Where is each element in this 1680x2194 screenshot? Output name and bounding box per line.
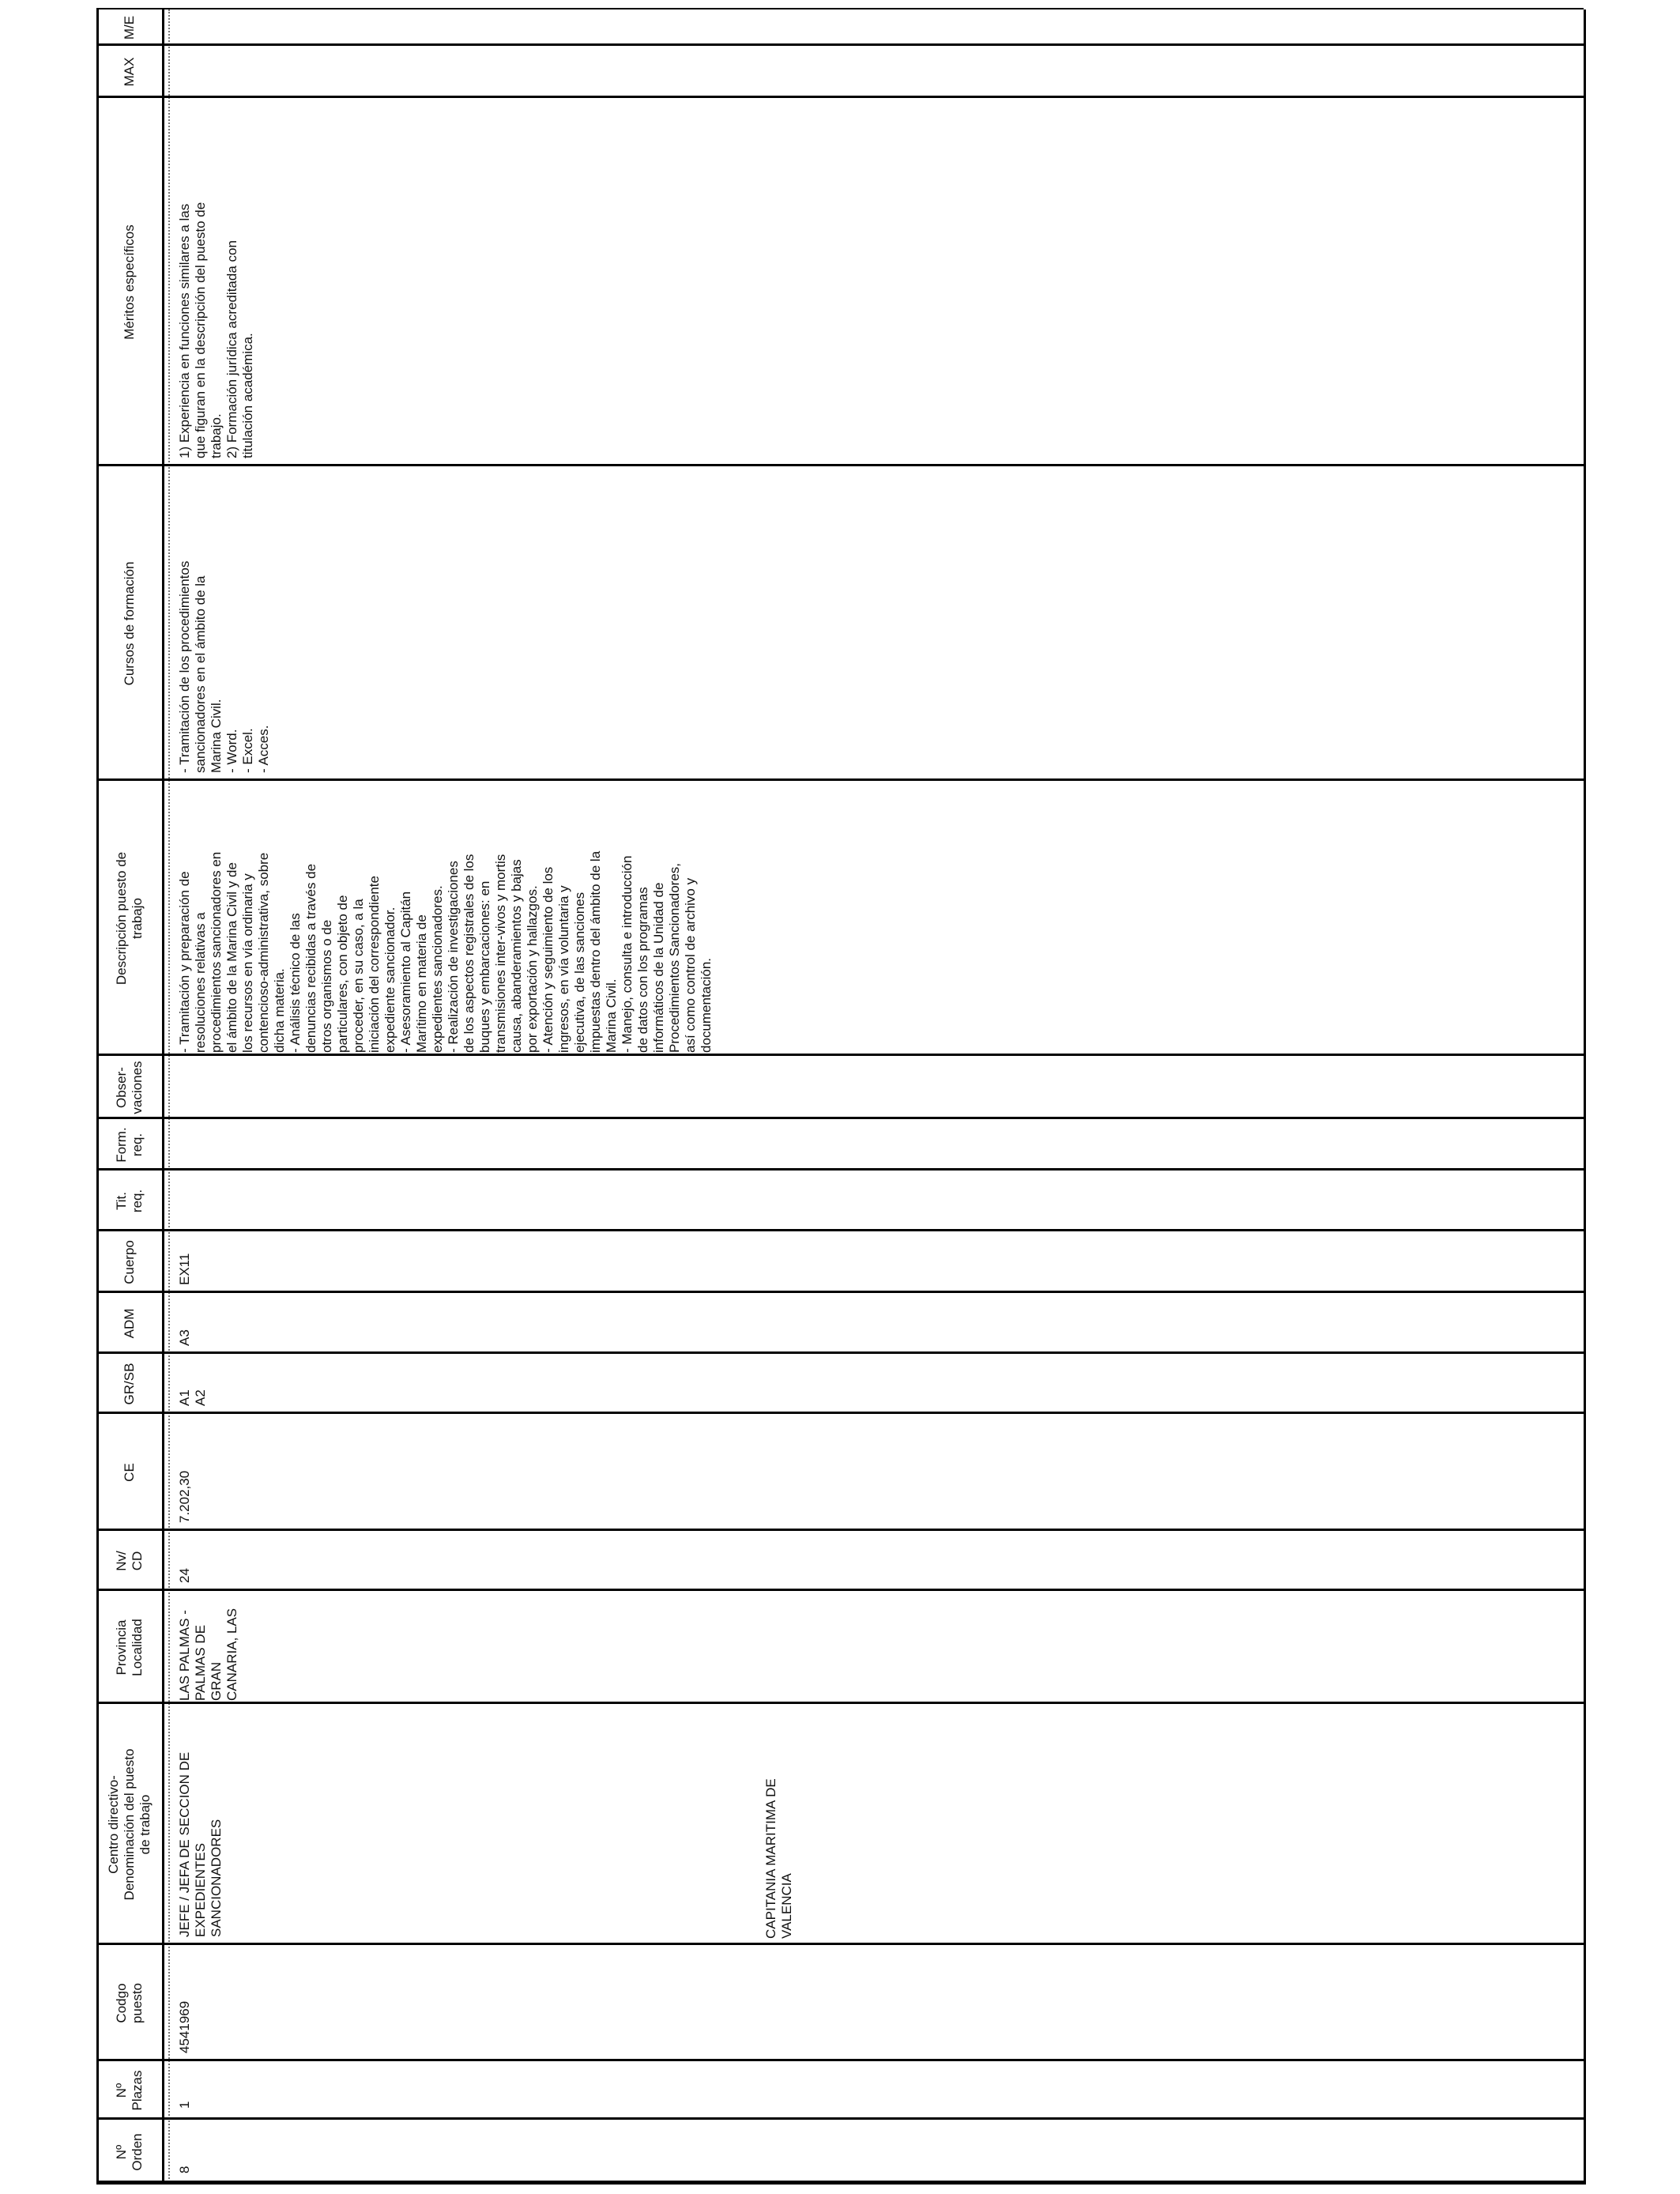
header-max: MAX [121,57,137,87]
cell-ce: 7.202,30 [177,1470,192,1523]
cell-observaciones [169,1056,180,1119]
cell-me [169,9,180,46]
cell-grupo: A1 A2 [177,1389,208,1406]
header-titulacion: Tit. req. [113,1189,145,1213]
cell-centro-secondary: CAPITANIA MARITIMA DE VALENCIA [763,1778,794,1939]
cell-descripcion: - Tramitación y preparación de resoluciones relativas a procedimientos sancionadores en el ámbito de la Marina Civil y de los recursos en vía ordinaria y contencioso-administrativa, sobre dicha materia. - Análisis técnico de las denuncias recibidas a través de otros organismos o de particulares, con objeto de proceder, en su caso, a la iniciación del correspondiente expediente sancionador. - Asesoramiento al Capitán Marítimo en materia de expedientes sancionadores. - Realización de investigaciones de los aspectos registrales de los buques y embarcaciones: en transmisiones inter-vivos y mortis causa, abanderamientos y bajas por exportación y hallazgos. - Atención y seguimiento de los ingresos, en vía voluntaria y ejecutiva, de las sanciones impuestas dentro del ámbito de la Marina Civil. - Manejo, consulta e introducción de datos con los programas informáticos de la Unidad de Procedimientos Sancionadores, así como control de archivo y documentación. [177,850,714,1053]
cell-cursos: - Tramitación de los procedimientos sancionadores en el ámbito de la Marina Civil. - Word. - Excel. - Acces. [177,560,271,773]
header-me: M/E [121,15,137,40]
col-border-8 [96,1351,1584,1354]
col-border-5 [96,1589,1584,1591]
header-descripcion: Descripción puesto de trabajo [113,851,145,986]
header-orden: Nº Orden [113,2133,145,2171]
cell-centro: JEFE / JEFA DE SECCION DE EXPEDIENTES SANCIONADORES [177,1751,224,1937]
header-grupo: GR/SB [121,1363,137,1405]
header-formacion: Form. req. [113,1127,145,1163]
cell-formacion [169,1119,180,1171]
col-border-17 [96,43,1584,46]
header-ce: CE [121,1463,137,1482]
cell-adm: A3 [177,1329,192,1346]
cell-nivel: 24 [177,1568,192,1583]
header-cursos: Cursos de formación [121,561,137,686]
header-meritos: Méritos específicos [121,224,137,340]
cell-cuerpo: EX11 [177,1253,192,1285]
col-border-11 [96,1168,1584,1171]
header-nivel: Nv/ CD [113,1551,145,1571]
header-bottom-border [162,9,164,2185]
col-border-7 [96,1412,1584,1414]
header-centro: Centro directivo- Denominación del puesto de trabajo [105,1748,153,1901]
cell-meritos: 1) Experiencia en funciones similares a las que figuran en la descripción del puesto de trabajo. 2) Formación jurídica acreditada con titulación académica. [177,202,255,458]
header-provincia: Provincia Localidad [113,1619,145,1676]
col-border-9 [96,1291,1584,1293]
cell-orden: 8 [177,2166,192,2173]
table-bottom-border [1584,9,1586,2185]
col-border-15 [96,464,1584,466]
col-border-16 [96,96,1584,98]
col-border-1 [96,2117,1584,2120]
col-border-2 [96,2059,1584,2061]
cell-plazas: 1 [177,2101,192,2109]
col-border-right [96,8,1584,9]
col-border-left [96,2181,1584,2185]
cell-provincia: LAS PALMAS - PALMAS DE GRAN CANARIA, LAS [177,1608,239,1701]
cell-max [169,46,180,98]
header-plazas: Nº Plazas [113,2070,145,2111]
cell-codigo: 4541969 [177,2000,192,2053]
header-cuerpo: Cuerpo [121,1240,137,1284]
header-adm: ADM [121,1308,137,1339]
col-border-6 [96,1529,1584,1531]
col-border-10 [96,1229,1584,1231]
col-border-3 [96,1943,1584,1945]
header-codigo: Codgo puesto [113,1982,145,2024]
col-border-4 [96,1702,1584,1704]
header-observaciones: Obser- vaciones [113,1061,145,1114]
cell-titulacion [169,1171,180,1231]
col-border-12 [96,1117,1584,1119]
